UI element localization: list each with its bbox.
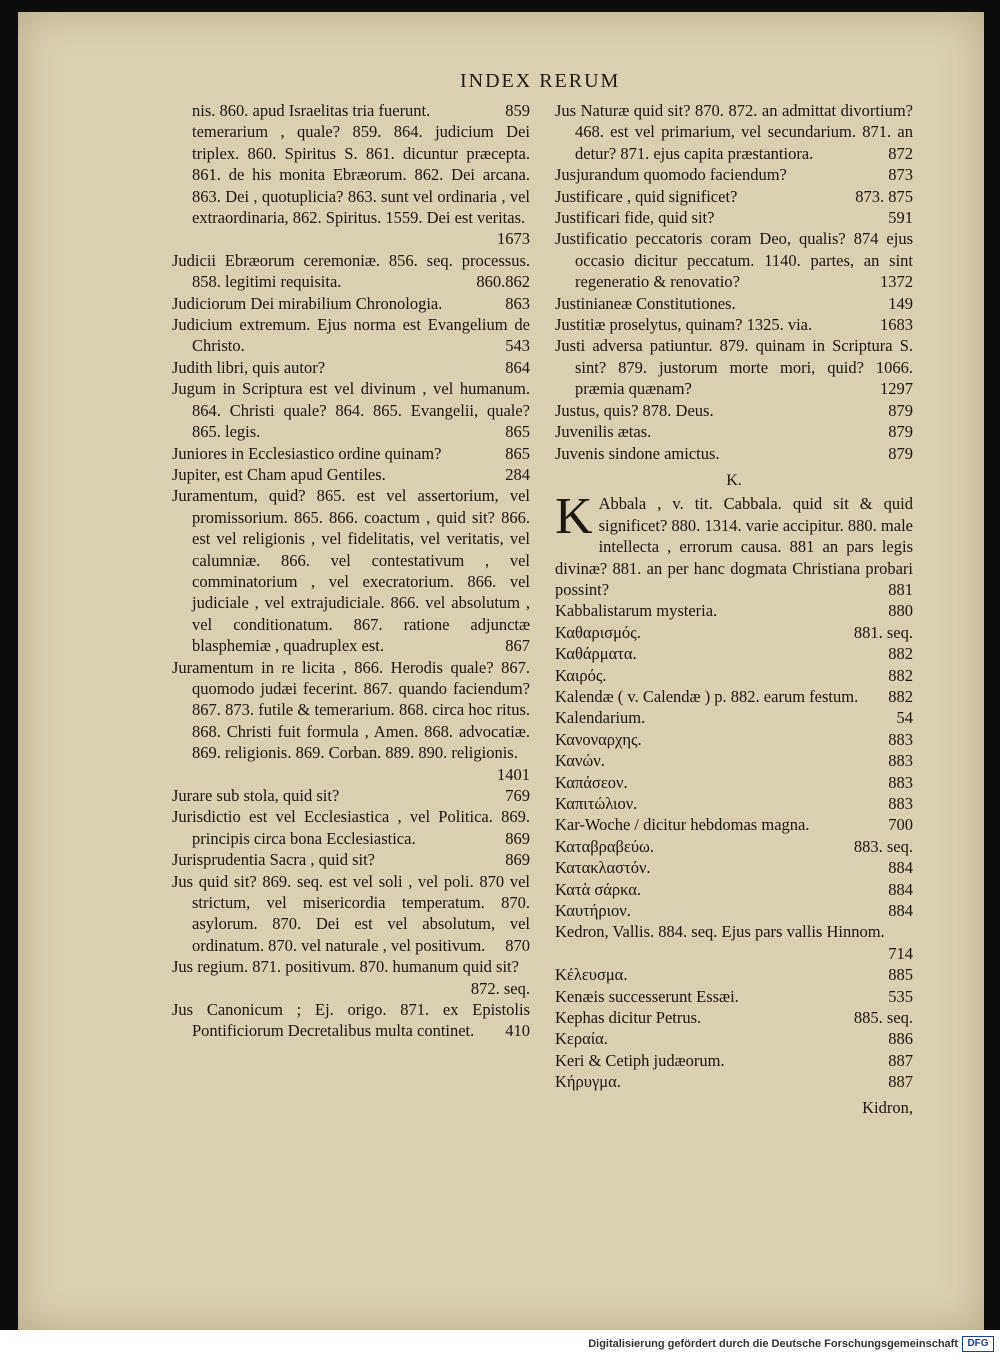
entry-page-ref: 882 [888,644,913,664]
entry-page-ref: 870 [505,935,530,955]
entry-text: Judiciorum Dei mirabilium Chronologia. [172,293,443,313]
entry-page-ref: 700 [888,815,913,835]
index-entry [555,964,913,985]
entry-text: Justitiæ proselytus, quinam? 1325. via. [555,315,813,335]
entry-text: Jusjurandum quomodo faciendum? [555,165,787,185]
entry-page-ref: 883. seq. [853,836,913,856]
entry-text: Kenæis successerunt Essæi. [555,986,739,1006]
entry-text: Jus quid sit? 869. seq. est vel soli , vel poli. 870 vel strictum, vel misericordia temperatum. 870. asylorum. 870. Dei est vel absolutum, vel ordinatum. 870. vel naturale , vel positivum. [172,871,530,955]
index-entry [555,986,913,1007]
footer-bar [0,1330,1000,1358]
entry-text: Jus regium. 871. positivum. 870. humanum quid sit? [172,957,519,977]
entry-text: Jupiter, est Cham apud Gentiles. [172,464,386,484]
index-entry [555,1071,913,1092]
entry-page-ref: 883 [888,751,913,771]
entry-text: Κατὰ σάρκα. [555,879,642,899]
entry-page-ref: 591 [888,208,913,228]
entry-page-ref: 882 [888,665,913,685]
index-entry [172,871,530,957]
index-entry [555,443,913,464]
entry-text: Καθαρισμός. [555,622,641,642]
entry-text: Καπιτώλιον. [555,794,638,813]
entry-text: Kephas dicitur Petrus. [555,1008,702,1028]
index-entry [172,443,530,464]
entry-text: Jus Naturæ quid sit? 870. 872. an admittat divortium? 468. est vel primarium, vel secundarium. 871. an detur? 871. ejus capita præstantiora. [555,101,913,163]
entry-page-ref: 872. seq. [470,978,530,998]
entry-page-ref: 884 [888,858,913,878]
entry-page-ref: 1401 [497,764,530,784]
dfg-logo: DFG [962,1336,994,1352]
entry-page-ref: 865 [505,422,530,442]
entry-text: Justificare , quid significet? [555,186,738,206]
entry-text: Juvenilis ætas. [555,422,652,442]
entry-page-ref: 887 [888,1050,913,1070]
k-entries [555,600,913,1092]
entry-text: Juramentum, quid? 865. est vel assertorium, vel promissorium. 865. 866. coactum , quid sit? 866. est vel religionis , vel fidelitatis, vel veritatis, vel calumniæ. 866. vel contestativum , vel comminatorium , vel execratorium. 866. vel judiciale , vel extrajudiciale. 866. vel absolutum , vel conditionatum. 867. ratione adjunctæ blasphemiæ , quadruplex est. [172,486,530,656]
entry-text: Καπάσεον. [555,772,628,792]
entry-page-ref: 880 [888,601,913,621]
index-entry [555,643,913,664]
entry-page-ref: 879 [888,443,913,463]
running-head: INDEX RERUM [460,70,621,92]
index-entry [555,421,913,442]
entry-text: Kalendæ ( v. Calendæ ) p. 882. earum festum. [555,686,859,706]
index-entry [555,729,913,750]
index-entry [555,857,913,878]
index-entry [172,464,530,485]
index-entry [172,100,530,121]
index-entry [555,186,913,207]
index-entry [172,999,530,1042]
entry-page-ref: 885 [888,965,913,985]
entry-text: temerarium , quale? 859. 864. judicium Dei triplex. 860. Spiritus S. 861. dicuntur præcepta. 861. de his monita Ebræorum. 862. Dei arcana. 863. Dei , quotuplicia? 863. sunt vel ordinaria , vel extraordinaria, 862. Spiritus. 1559. Dei est veritas. [192,122,530,228]
entry-text: Jurisprudentia Sacra , quid sit? [172,850,375,870]
book-page [18,12,984,1330]
entry-page-ref: 543 [505,336,530,356]
entry-text: Jugum in Scriptura est vel divinum , vel humanum. 864. Christi quale? 864. 865. Evangelii, quale? 865. legis. [172,379,530,442]
index-entry [555,293,913,314]
entry-text: Justi adversa patiuntur. 879. quinam in Scriptura S. sint? 879. justorum morte mori, quid? 1066. præmia quænam? [555,336,913,399]
entry-page-ref: 881. seq. [853,622,913,642]
entry-page-ref: 873 [888,165,913,185]
entry-text: Καυτήριον. [555,901,631,921]
entry-text: Judith libri, quis autor? [172,357,326,377]
entry-page-ref: 54 [896,708,913,728]
entry-page-ref: 879 [888,422,913,442]
entry-text: Justus, quis? 878. Deus. [555,400,714,420]
entry-page-ref: 869 [505,850,530,870]
k-first-entry-text: Abbala , v. tit. Cabbala. quid sit & quid significet? 880. 1314. varie accipitur. 880. male intellecta , errorum causa. 881 an pars legis divinæ? 881. an per hanc dogmata Christiana probari possint? [555,494,913,599]
catchword: Kidron, [862,1097,913,1117]
entry-page-ref: 883 [888,772,913,792]
k-first-entry [555,488,913,600]
entry-text: Kedron, Vallis. 884. seq. Ejus pars vallis Hinnom. [555,922,885,942]
j-entries-right [555,100,913,464]
entry-text: Κανών. [555,751,605,771]
index-entry [172,314,530,357]
entry-page-ref: 1673 [497,229,530,249]
index-entry [555,814,913,835]
entry-page-ref: 714 [888,943,913,963]
index-entry [172,657,530,785]
index-entry [555,772,913,793]
entry-page-ref: 863 [505,293,530,313]
right-column [555,100,913,1118]
entry-text: Κήρυγμα. [555,1072,621,1092]
entry-text: Κέλευσμα. [555,965,628,985]
entry-page-ref: 769 [505,786,530,805]
entry-page-ref: 410 [505,1021,530,1041]
entry-page-ref: 860.862 [476,272,530,292]
entry-text: Judicii Ebræorum ceremoniæ. 856. seq. processus. 858. legitimi requisita. [172,250,530,292]
index-entry [172,806,530,849]
entry-page-ref: 864 [505,357,530,377]
entry-text: Kar-Woche / dicitur hebdomas magna. [555,815,810,835]
index-entry [172,121,530,249]
entry-page-ref: 865 [505,443,530,463]
k-first-entry-page: 881 [888,579,913,599]
index-entry [555,622,913,643]
entry-text: Jurisdictio est vel Ecclesiastica , vel Politica. 869. principis circa bona Ecclesiastica. [172,807,530,848]
entry-page-ref: 284 [505,464,530,484]
entry-page-ref: 867 [505,636,530,656]
entry-page-ref: 886 [888,1029,913,1049]
left-column [172,100,530,1042]
index-entry [555,686,913,707]
entry-text: Keri & Cetiph judæorum. [555,1050,725,1070]
dropcap-k: K [555,488,593,546]
index-entry [172,485,530,656]
section-letter-k: K. [726,471,742,489]
entry-text: Juvenis sindone amictus. [555,443,720,463]
entry-page-ref: 882 [888,686,913,706]
index-entry [555,207,913,228]
entry-text: Kabbalistarum mysteria. [555,601,718,621]
index-entry [555,228,913,292]
entry-text: Κατακλαστόν. [555,858,651,878]
entry-text: Καιρός. [555,665,607,685]
index-entry [555,707,913,728]
index-entry [172,357,530,378]
entry-text: Καταβραβεύω. [555,836,654,856]
index-entry [555,879,913,900]
entry-page-ref: 1372 [880,272,913,292]
entry-text: Jurare sub stola, quid sit? [172,786,340,805]
entry-page-ref: 1683 [880,315,913,335]
index-entry [555,1050,913,1071]
index-entry [555,314,913,335]
index-entry [172,849,530,870]
entry-page-ref: 885. seq. [853,1008,913,1028]
entry-page-ref: 873. 875 [855,186,913,206]
entry-text: nis. 860. apud Israelitas tria fuerunt. [192,101,431,120]
entry-text: Justificatio peccatoris coram Deo, qualis? 874 ejus occasio dicitur peccatum. 1140. partes, an sint regeneratio & renovatio? [555,229,913,292]
entry-text: Kalendarium. [555,708,646,728]
index-entry [172,293,530,314]
index-entry [555,600,913,621]
index-entry [555,164,913,185]
entry-page-ref: 887 [888,1072,913,1092]
index-entry [555,1028,913,1049]
entry-text: Justificari fide, quid sit? [555,208,715,228]
index-entry [555,900,913,921]
entry-page-ref: 883 [888,794,913,813]
index-entry [555,1007,913,1028]
index-entry [555,921,913,964]
entry-page-ref: 535 [888,986,913,1006]
index-entry [172,785,530,806]
footer-text: Digitalisierung gefördert durch die Deutsche Forschungsgemeinschaft [588,1338,958,1350]
entry-page-ref: 879 [888,400,913,420]
entry-page-ref: 884 [888,901,913,921]
entry-text: Κανοναρχης. [555,729,642,749]
entry-text: Jus Canonicum ; Ej. origo. 871. ex Epistolis Pontificiorum Decretalibus multa continet. [172,1000,530,1041]
index-entry [555,335,913,399]
entry-page-ref: 872 [888,143,913,163]
entry-text: Καθάρματα. [555,644,637,664]
index-entry [555,836,913,857]
entry-page-ref: 859 [505,101,530,120]
entry-text: Juniores in Ecclesiastico ordine quinam? [172,443,442,463]
entry-page-ref: 1297 [880,379,913,399]
entry-text: Κεραία. [555,1029,608,1049]
entry-text: Judicium extremum. Ejus norma est Evangelium de Christo. [172,315,530,356]
index-entry [555,793,913,814]
entry-page-ref: 149 [888,293,913,313]
entry-page-ref: 884 [888,879,913,899]
index-entry [555,665,913,686]
index-entry [172,956,530,999]
entry-text: Juramentum in re licita , 866. Herodis quale? 867. quomodo judæi fecerint. 867. quando faciendum? 867. 873. futile & temerarium. 868. circa hoc ritus. 868. Christi fuit formula , Amen. 868. advocatiæ. 869. religionis. 869. Corban. 889. 890. religionis. [172,657,530,763]
entry-page-ref: 869 [505,828,530,848]
index-entry [555,100,913,164]
entry-text: Justinianeæ Constitutiones. [555,293,736,313]
index-entry [172,378,530,442]
index-entry [172,250,530,293]
index-entry [555,400,913,421]
index-entry [555,750,913,771]
entry-page-ref: 883 [888,729,913,749]
